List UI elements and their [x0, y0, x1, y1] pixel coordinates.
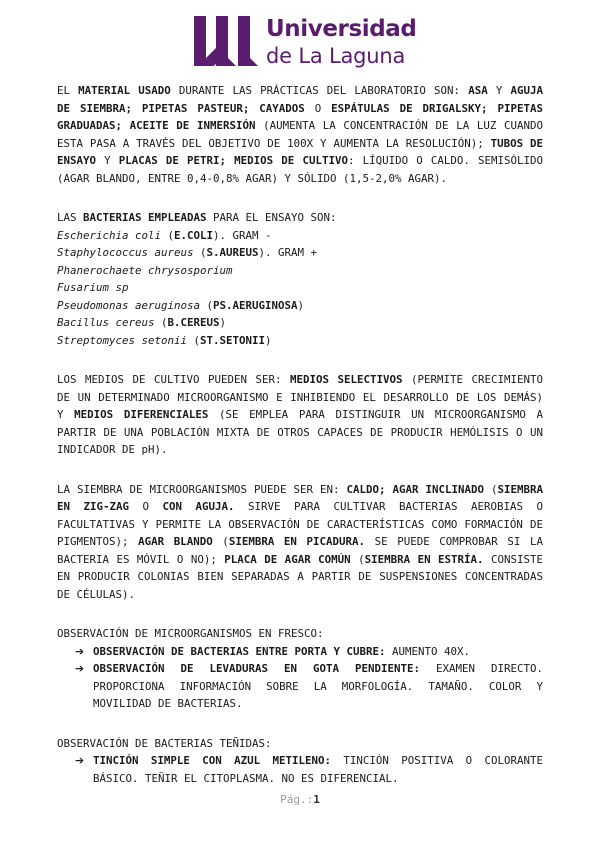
bacteria-item	[57, 332, 543, 350]
text-run: CONSISTE EN PRODUCIR COLONIAS BIEN SEPARADAS A PARTIR DE SUSPENSIONES CONCENTRADAS DE CÉLULAS).	[57, 552, 543, 601]
text-run: (	[187, 333, 201, 347]
bold-term: SIEMBRA EN ESTRÍA.	[364, 552, 484, 566]
bold-term: CON AGUJA.	[162, 500, 235, 513]
page-footer	[0, 793, 600, 806]
text-run: )	[265, 333, 272, 347]
text-run: EL	[57, 84, 79, 97]
text-run: (	[193, 246, 207, 259]
arrow-right-icon: ➔	[75, 754, 85, 767]
text-run: Y	[487, 84, 511, 97]
species-name: Staphylococcus aureus	[57, 246, 194, 259]
page-content	[57, 82, 543, 809]
species-name: Streptomyces setonii	[57, 333, 188, 347]
bullet-item	[75, 643, 543, 661]
text-run: LOS MEDIOS DE CULTIVO PUEDEN SER:	[57, 373, 290, 386]
text-run: )	[297, 298, 305, 312]
text-run: SE PUEDE COMPROBAR SI LA BACTERIA ES MÓVIL O NO);	[57, 535, 543, 566]
text-run: Y	[96, 154, 119, 167]
bold-term: ESPÁTULAS DE DRIGALSKY; PIPETAS GRADUADAS; ACEITE DE INMERSIÓN	[57, 101, 543, 132]
text-run: (	[200, 298, 214, 312]
text-run: (SE EMPLEA PARA DISTINGUIR UN MICROORGANISMO A PARTIR DE UNA POBLACIÓN MIXTA DE OTROS CAPACES DE PRODUCIR HEMÓLISIS O UN INDICADOR DE pH).	[57, 408, 543, 456]
bold-term: SIEMBRA EN PICADURA.	[228, 535, 366, 548]
paragraph-media	[57, 371, 543, 459]
text-run: )	[219, 316, 227, 329]
logo-line-1: Universidad	[266, 16, 417, 42]
text-run: (	[483, 482, 498, 496]
bullet-item	[75, 752, 543, 787]
species-abbr: PS.AERUGINOSA	[213, 298, 298, 312]
species-name: Fusarium sp	[57, 281, 129, 294]
bullet-text: TINCIÓN POSITIVA O COLORANTE BÁSICO. TEÑIR EL CITOPLASMA. NO ES DIFERENCIAL.	[93, 754, 543, 785]
text-run: (AUMENTA LA CONCENTRACIÓN DE LA LUZ CUANDO ESTA PASA A TRAVÉS DEL OBJETIVO DE 100X Y AUMENTA LA RESOLUCIÓN);	[57, 119, 543, 150]
arrow-right-icon: ➔	[75, 662, 85, 675]
bacteria-item	[57, 279, 543, 297]
text-run: (	[161, 228, 175, 242]
bold-term: AGAR BLANDO	[138, 535, 213, 548]
text-run: ). GRAM -	[213, 228, 272, 242]
species-abbr: ST.SETONII	[200, 333, 266, 347]
intro-bold: BACTERIAS EMPLEADAS	[83, 211, 207, 224]
bold-term: MATERIAL USADO	[78, 84, 171, 97]
text-run: O	[304, 101, 332, 115]
fresh-observation-list	[57, 643, 543, 713]
species-name: Escherichia coli	[57, 228, 162, 242]
paragraph-materials	[57, 82, 543, 187]
bullet-text: AUMENTO 40X.	[385, 644, 471, 658]
bullet-title: OBSERVACIÓN DE LEVADURAS EN GOTA PENDIENTE:	[93, 662, 420, 675]
species-name: Phanerochaete chrysosporium	[57, 263, 233, 277]
text-run: SIRVE PARA CULTIVAR BACTERIAS AEROBIAS O FACULTATIVAS Y PERMITE LA OBSERVACIÓN DE CARACTERÍSTICAS COMO FORMACIÓN DE PIGMENTOS);	[57, 500, 543, 548]
text-run: LA SIEMBRA DE MICROORGANISMOS PUEDE SER EN:	[57, 482, 347, 496]
arrow-right-icon: ➔	[75, 644, 85, 658]
bacteria-list	[57, 209, 543, 349]
section-title-stained: OBSERVACIÓN DE BACTERIAS TEÑIDAS:	[57, 736, 272, 750]
bold-term: MEDIOS DIFERENCIALES	[74, 408, 209, 421]
bold-term: CALDO; AGAR INCLINADO	[346, 482, 484, 496]
university-logo	[192, 14, 422, 72]
bold-term: PLACA DE AGAR COMÚN	[224, 552, 351, 566]
stained-observation-list	[57, 752, 543, 787]
text-run: : LÍQUIDO O CALDO. SEMISÓLIDO (AGAR BLANDO, ENTRE 0,4-0,8% AGAR) Y SÓLIDO (1,5-2,0% AGAR).	[57, 154, 543, 185]
bacteria-intro	[57, 209, 543, 227]
text-run: ). GRAM +	[258, 246, 318, 259]
intro-text: LAS	[57, 211, 84, 224]
bacteria-item	[57, 244, 543, 262]
bacteria-item	[57, 227, 543, 245]
bacteria-item	[57, 297, 543, 315]
ull-logo-mark-icon	[192, 14, 258, 72]
species-abbr: S.AUREUS	[206, 246, 259, 259]
species-abbr: B.CEREUS	[167, 316, 220, 329]
text-run: O	[129, 500, 163, 513]
bullet-title: TINCIÓN SIMPLE CON AZUL METILENO:	[93, 754, 331, 767]
page-number: 1	[313, 793, 320, 806]
text-run: (	[350, 552, 365, 566]
bold-term: PLACAS DE PETRI; MEDIOS DE CULTIVO	[118, 154, 348, 167]
logo-line-2: de La Laguna	[266, 44, 406, 68]
species-name: Pseudomonas aeruginosa	[57, 298, 201, 312]
intro-text-end: PARA EL ENSAYO SON:	[206, 211, 337, 224]
species-abbr: E.COLI	[174, 228, 214, 242]
bullet-item	[75, 660, 543, 713]
bullet-title: OBSERVACIÓN DE BACTERIAS ENTRE PORTA Y CUBRE:	[93, 644, 386, 658]
paragraph-seeding	[57, 481, 543, 604]
page-label: Pág.:	[280, 793, 314, 806]
species-name: Bacillus cereus	[57, 316, 155, 329]
text-run: DURANTE LAS PRÁCTICAS DEL LABORATORIO SON:	[170, 84, 469, 97]
bold-term: AGUJA DE SIEMBRA; PIPETAS PASTEUR; CAYADOS	[57, 84, 543, 115]
bacteria-item	[57, 314, 543, 332]
bacteria-item	[57, 262, 543, 280]
section-title-fresh: OBSERVACIÓN DE MICROORGANISMOS EN FRESCO:	[57, 627, 324, 640]
bold-term: SIEMBRA EN ZIG-ZAG	[57, 482, 543, 513]
bold-term: TUBOS DE ENSAYO	[57, 136, 543, 167]
bold-term: ASA	[468, 84, 488, 97]
bold-term: MEDIOS SELECTIVOS	[289, 373, 403, 386]
text-run: (PERMITE CRECIMIENTO DE UN DETERMINADO MICROORGANISMO E INHIBIENDO EL DESARROLLO DE LOS DEMÁS) Y	[57, 373, 543, 421]
text-run: (	[154, 316, 168, 329]
bullet-text: EXAMEN DIRECTO. PROPORCIONA INFORMACIÓN SOBRE LA MORFOLOGÍA. TAMAÑO. COLOR Y MOVILIDAD DE BACTERIAS.	[93, 662, 543, 710]
text-run: (	[212, 535, 229, 548]
